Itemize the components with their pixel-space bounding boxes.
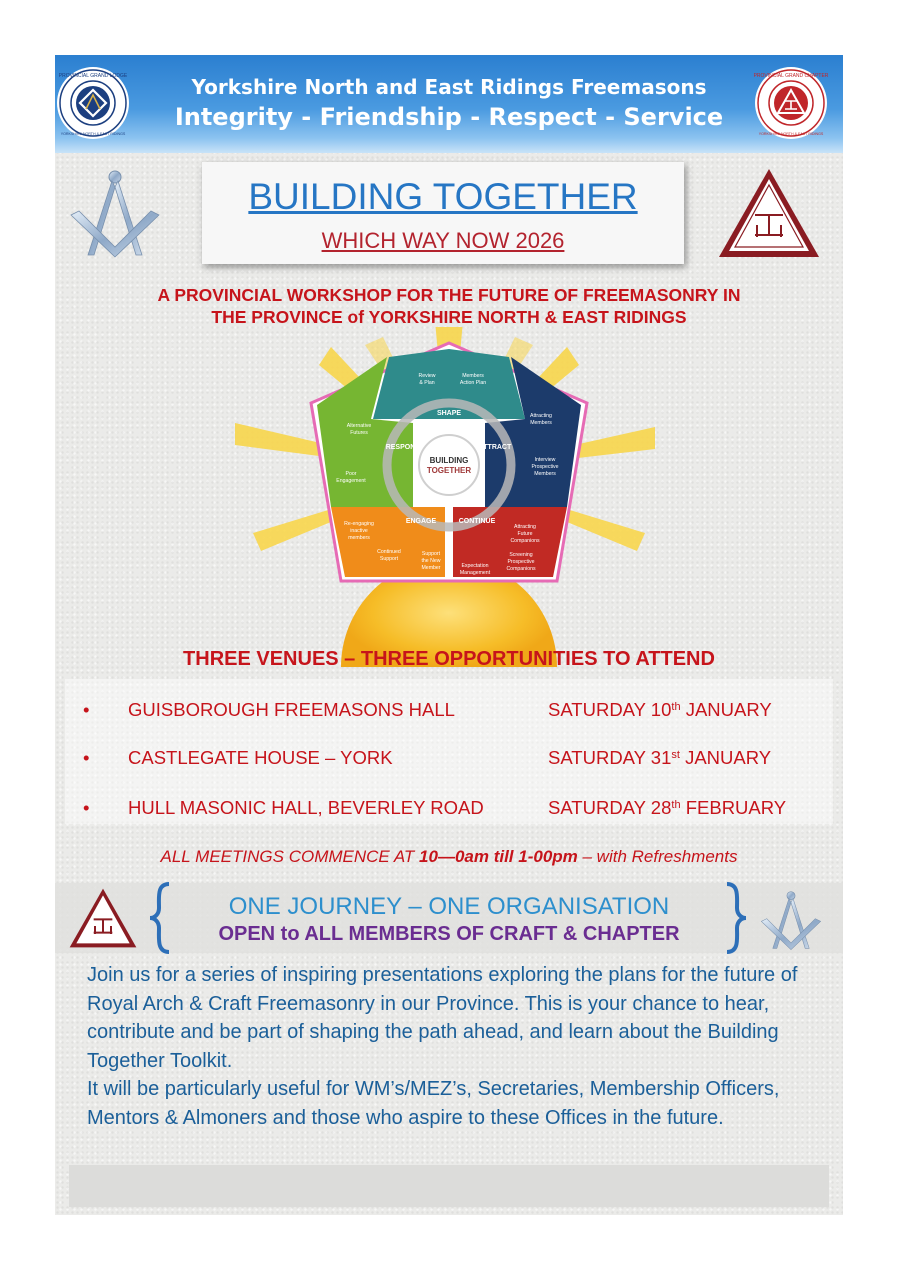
item-continued-1: Continued (377, 549, 401, 555)
item-screening-3: Companions (506, 566, 536, 572)
item-attracting-1: Attracting (530, 413, 552, 419)
item-future-3: Companions (510, 538, 540, 544)
square-and-compasses-small-icon (755, 889, 827, 951)
item-continued-2: Support (379, 556, 399, 562)
body-text (87, 961, 827, 1132)
item-interview-1: Interview (534, 457, 556, 463)
item-review-1: Review (418, 373, 436, 379)
page-title: BUILDING TOGETHER (248, 176, 638, 217)
body-paragraph: Join us for a series of inspiring presentations exploring the plans for the future of Royal Arch & Craft Freemasonry in our Province. This is your chance to hear, contribute and be part of shaping the path ahead, and learn about the Building Together Toolkit. (87, 964, 798, 1072)
item-attracting-2: Members (530, 420, 552, 426)
venue-bullet: • (83, 797, 90, 818)
poster (55, 55, 843, 1215)
meeting-times: ALL MEETINGS COMMENCE AT 10—0am till 1-00pm – with Refreshments (160, 847, 738, 866)
item-interview-2: Prospective (531, 464, 559, 470)
item-support-new-2: the New (421, 558, 441, 564)
item-action-2: Action Plan (459, 380, 487, 386)
item-poor-2: Engagement (336, 478, 366, 484)
item-poor-1: Poor (345, 471, 357, 477)
item-interview-3: Members (534, 471, 556, 477)
journey-heading: ONE JOURNEY – ONE ORGANISATION (228, 893, 670, 920)
item-action-1: Members (462, 373, 484, 379)
item-future-1: Attracting (514, 524, 536, 530)
body-paragraph: It will be particularly useful for WM’s/MEZ’s, Secretaries, Membership Officers, Mentors & Almoners and those who aspire to these Offices in the future. (87, 1078, 780, 1129)
item-screening-2: Prospective (507, 559, 535, 565)
item-reengaging-1: Re-engaging (344, 521, 374, 527)
page-subtitle: WHICH WAY NOW 2026 (321, 228, 565, 253)
section-respond-label: RESPOND (385, 444, 421, 451)
venue-name: HULL MASONIC HALL, BEVERLEY ROAD (128, 797, 484, 818)
venues-heading: THREE VENUES – THREE OPPORTUNITIES TO ATTEND (183, 648, 715, 670)
building-together-diagram (55, 327, 843, 667)
venue-date: SATURDAY 28th FEBRUARY (548, 797, 787, 818)
triple-tau-triangle-icon (715, 165, 823, 261)
item-review-2: & Plan (419, 380, 435, 386)
footer-strip (69, 1165, 829, 1207)
item-expectation-2: Management (459, 570, 491, 576)
provincial-grand-chapter-seal-icon (753, 65, 829, 141)
item-reengaging-3: members (348, 535, 370, 541)
square-and-compasses-icon (63, 167, 167, 259)
venue-row (55, 797, 843, 821)
center-label-line2: TOGETHER (426, 466, 472, 475)
section-continue-label: CONTINUE (458, 518, 496, 525)
workshop-heading-line1: A PROVINCIAL WORKSHOP FOR THE FUTURE OF FREEMASONRY IN (157, 285, 741, 305)
title-box (202, 162, 684, 264)
header-values: Integrity - Friendship - Respect - Service (174, 103, 724, 131)
venue-name: CASTLEGATE HOUSE – YORK (128, 747, 393, 768)
item-support-new-1: Support (421, 551, 441, 557)
left-seal-text-lower: YORKSHIRE NORTH & EAST RIDINGS (60, 132, 126, 136)
section-shape-label: SHAPE (436, 410, 462, 417)
item-expectation-1: Expectation (461, 563, 489, 569)
right-brace-icon (723, 881, 749, 955)
venue-bullet: • (83, 747, 90, 768)
header-banner (55, 55, 843, 153)
venue-name: GUISBOROUGH FREEMASONS HALL (128, 699, 455, 720)
workshop-heading-line2: THE PROVINCE of YORKSHIRE NORTH & EAST RIDINGS (211, 307, 687, 327)
section-engage-label: ENGAGE (405, 518, 437, 525)
segment-shape (373, 349, 525, 419)
item-future-2: Future (517, 531, 533, 537)
item-reengaging-2: inactive (350, 528, 368, 534)
left-seal-text: PROVINCIAL GRAND LODGE (58, 73, 128, 79)
venue-row (55, 747, 843, 771)
right-seal-text: PROVINCIAL GRAND CHAPTER (753, 73, 829, 79)
section-attract-label: ATTRACT (478, 444, 512, 451)
venue-date: SATURDAY 31st JANUARY (548, 747, 772, 768)
item-alternative-1: Alternative (346, 423, 372, 429)
venue-date: SATURDAY 10th JANUARY (548, 699, 772, 720)
venue-row (55, 699, 843, 723)
header-organisation: Yorkshire North and East Ridings Freemasons (191, 75, 707, 99)
right-seal-text-lower: YORKSHIRE NORTH & EAST RIDINGS (758, 132, 824, 136)
item-screening-1: Screening (509, 552, 533, 558)
venue-bullet: • (83, 699, 90, 720)
center-label-line1: BUILDING (429, 456, 469, 465)
journey-subheading: OPEN to ALL MEMBERS OF CRAFT & CHAPTER (218, 923, 680, 945)
item-alternative-2: Futures (350, 430, 368, 436)
item-support-new-3: Member (421, 565, 441, 571)
